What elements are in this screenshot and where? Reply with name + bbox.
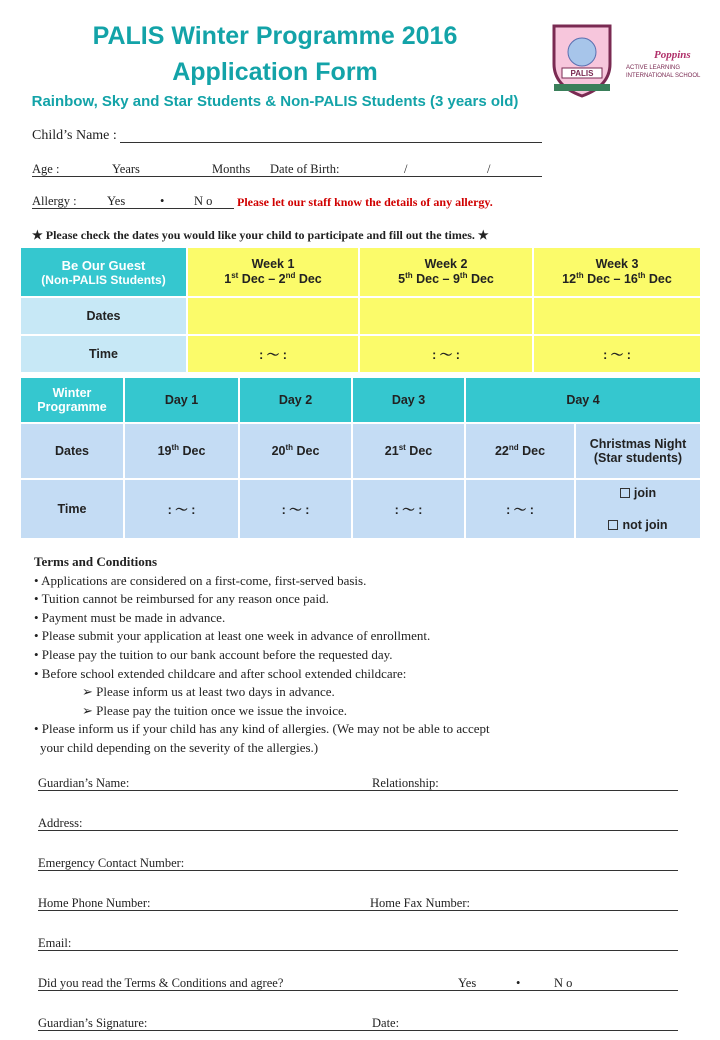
terms-item: • Before school extended childcare and after school extended childcare: [34, 665, 407, 681]
allergy-label: Allergy : [32, 194, 77, 208]
address-field[interactable] [38, 830, 678, 831]
agree-label: Did you read the Terms & Conditions and agree? [38, 976, 284, 990]
phone-fax-field[interactable] [38, 910, 678, 911]
logo-brand-sub2: INTERNATIONAL SCHOOL [626, 73, 701, 79]
agree-field[interactable] [38, 990, 678, 991]
dob-slash-1: / [404, 162, 408, 176]
join-option[interactable]: join [576, 486, 700, 500]
day-3-time[interactable]: : ～ : [353, 480, 464, 538]
terms-title: Terms and Conditions [34, 554, 158, 569]
day-4-date[interactable]: 22nd Dec [466, 424, 574, 478]
week-2-dates-cell[interactable] [360, 298, 532, 334]
winter-dates-label: Dates [21, 424, 123, 478]
not-join-option[interactable]: not join [576, 518, 700, 532]
day-2-header: Day 2 [240, 378, 351, 422]
terms-section [34, 553, 490, 758]
guest-dates-label: Dates [21, 298, 186, 334]
age-dob-field[interactable] [32, 176, 542, 177]
logo-palis-text: PALIS [570, 69, 594, 78]
guardian-name-label: Guardian’s Name: [38, 776, 130, 790]
terms-subitem: ➢ Please pay the tuition once we issue the invoice. [82, 702, 348, 718]
allergy-yes[interactable]: Yes [107, 194, 126, 208]
allergy-field[interactable] [32, 208, 234, 209]
emergency-field[interactable] [38, 870, 678, 871]
day-3-date[interactable]: 21st Dec [353, 424, 464, 478]
terms-item: • Payment must be made in advance. [34, 609, 226, 625]
terms-item: • Tuition cannot be reimbursed for any reason once paid. [34, 591, 329, 607]
age-label: Age : [32, 162, 60, 176]
guest-time-label: Time [21, 336, 186, 372]
week-1-header: Week 1 1st Dec – 2nd Dec [188, 248, 358, 296]
week-1-time-cell[interactable]: : ～ : [188, 336, 358, 372]
home-fax-label: Home Fax Number: [370, 896, 470, 910]
logo-brand: Poppins [654, 49, 691, 61]
terms-item: • Please pay the tuition to our bank account before the requested day. [34, 646, 393, 662]
guest-table [19, 246, 702, 374]
months-label: Months [212, 162, 251, 176]
emergency-label: Emergency Contact Number: [38, 856, 185, 870]
dob-label: Date of Birth: [270, 162, 340, 176]
signature-label: Guardian’s Signature: [38, 1016, 148, 1030]
date-label: Date: [372, 1016, 400, 1030]
week-3-time-cell[interactable]: : ～ : [534, 336, 700, 372]
logo-brand-sub1: ACTIVE LEARNING [626, 65, 681, 71]
week-3-dates-cell[interactable] [534, 298, 700, 334]
years-label: Years [112, 162, 140, 176]
allergy-no[interactable]: N o [194, 194, 213, 208]
day-2-date[interactable]: 20th Dec [240, 424, 351, 478]
agree-dot: • [516, 976, 521, 990]
dob-slash-2: / [487, 162, 491, 176]
day-1-time[interactable]: : ～ : [125, 480, 238, 538]
relationship-label: Relationship: [372, 776, 439, 790]
terms-item: • Please inform us if your child has any kind of allergies. (We may not be able to accept [34, 721, 490, 737]
allergy-note: Please let our staff know the details of any allergy. [237, 195, 493, 209]
day-2-time[interactable]: : ～ : [240, 480, 351, 538]
winter-time-label: Time [21, 480, 123, 538]
guardian-name-field[interactable] [38, 790, 678, 791]
school-logo [548, 18, 708, 98]
join-checkbox[interactable] [620, 488, 630, 498]
terms-item-cont: your child depending on the severity of the allergies.) [40, 739, 319, 755]
child-name-field[interactable] [120, 142, 542, 143]
terms-item: • Applications are considered on a first-come, first-served basis. [34, 572, 367, 588]
week-2-time-cell[interactable]: : ～ : [360, 336, 532, 372]
day-4-header: Day 4 [466, 378, 700, 422]
day-1-header: Day 1 [125, 378, 238, 422]
week-2-header: Week 2 5th Dec – 9th Dec [360, 248, 532, 296]
home-phone-label: Home Phone Number: [38, 896, 151, 910]
form-audience: Rainbow, Sky and Star Students & Non-PALIS Students (3 years old) [31, 93, 519, 110]
form-subtitle: Application Form [172, 58, 378, 86]
agree-no[interactable]: N o [554, 976, 573, 990]
christmas-night-cell: Christmas Night (Star students) [576, 424, 700, 478]
form-title: PALIS Winter Programme 2016 [92, 22, 458, 50]
winter-table [19, 376, 702, 540]
day-1-date[interactable]: 19th Dec [125, 424, 238, 478]
day-3-header: Day 3 [353, 378, 464, 422]
week-1-dates-cell[interactable] [188, 298, 358, 334]
guest-header: Be Our Guest (Non-PALIS Students) [21, 248, 186, 296]
address-label: Address: [38, 816, 83, 830]
christmas-join-options [576, 480, 700, 538]
email-label: Email: [38, 936, 72, 950]
instruction-text: ★ Please check the dates you would like your child to participate and fill out the times. ★ [32, 228, 489, 242]
child-name-label: Child’s Name : [32, 128, 117, 143]
palis-crest-icon [548, 18, 708, 98]
week-3-header: Week 3 12th Dec – 16th Dec [534, 248, 700, 296]
agree-yes[interactable]: Yes [458, 976, 477, 990]
signature-field[interactable] [38, 1030, 678, 1031]
day-4-time[interactable]: : ～ : [466, 480, 574, 538]
terms-subitem: ➢ Please inform us at least two days in advance. [82, 684, 335, 700]
not-join-checkbox[interactable] [608, 520, 618, 530]
email-field[interactable] [38, 950, 678, 951]
winter-header: Winter Programme [21, 378, 123, 422]
terms-item: • Please submit your application at least one week in advance of enrollment. [34, 628, 431, 644]
allergy-dot: • [160, 194, 165, 208]
